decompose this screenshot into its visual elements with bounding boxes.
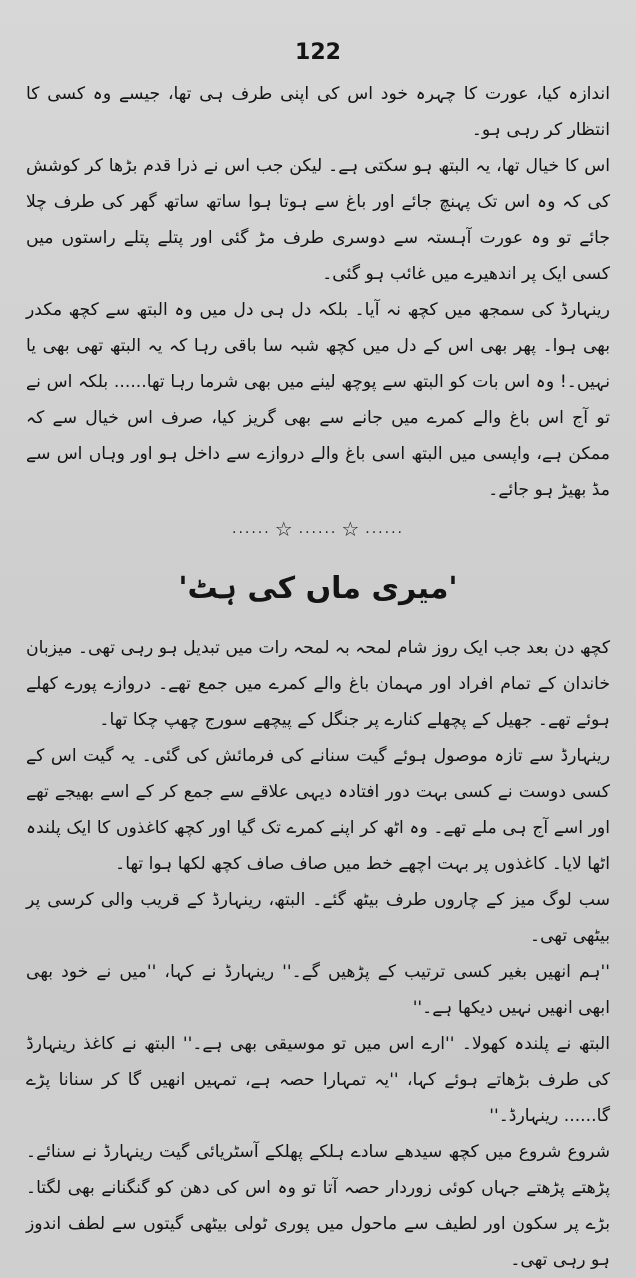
section-divider	[26, 508, 610, 550]
divider-dots: ......	[298, 521, 338, 537]
star-icon: ☆	[274, 517, 295, 541]
paragraph: رینہارڈ کی سمجھ میں کچھ نہ آیا۔ بلکہ دل ہی دل میں وہ البتھ سے کچھ مکدر بھی ہوا۔ پھر بھی اس کے دل میں کچھ شبہ سا باقی رہا کہ یہ البتھ تھی بھی یا نہیں۔! وہ اس بات کو البتھ سے پوچھ لینے میں بھی شرما رہا تھا...... بلکہ اس نے تو آج اس باغ والے کمرے میں جانے سے بھی گریز کیا، صرف اس خیال سے کہ ممکن ہے، واپسی میں البتھ اسی باغ والے دروازے سے داخل ہو اور وہاں اس سے مڈ بھیڑ ہو جائے۔	[26, 300, 610, 500]
top-section	[26, 76, 610, 508]
paragraph: اس کا خیال تھا، یہ البتھ ہو سکتی ہے۔ لیکن جب اس نے ذرا قدم بڑھا کر کوشش کی کہ وہ اس تک پہنچ جائے اور باغ سے ہوتا ہوا ساتھ ساتھ گھر کی طرف چلا جائے تو وہ عورت آہستہ سے دوسری طرف مڑ گئی اور پتلے پتلے راستوں میں کسی ایک پر اندھیرے میں غائب ہو گئی۔	[26, 156, 610, 284]
divider-dots: ......	[365, 521, 404, 537]
bottom-section	[26, 630, 610, 1278]
paragraph: شروع شروع میں کچھ سیدھے سادے ہلکے پھلکے آسٹریائی گیت رینہارڈ نے سنائے۔ پڑھتے پڑھتے جہاں کوئی زوردار حصہ آتا تو وہ اس کی دھن کو گنگنانے بھی لگتا۔ بڑے پر سکون اور لطیف سے ماحول میں پوری ٹولی بیٹھی گیتوں سے لطف اندوز ہو رہی تھی۔	[26, 1142, 610, 1270]
chapter-title: 'میری ماں کی ہٹ'	[178, 571, 458, 606]
paragraph: البتھ نے پلندہ کھولا۔ ''ارے اس میں تو موسیقی بھی ہے۔'' البتھ نے کاغذ رینہارڈ کی طرف بڑھاتے ہوئے کہا، ''یہ تمہارا حصہ ہے، تمہیں انھیں گا کر سنانا پڑے گا...... رینہارڈ۔''	[26, 1034, 610, 1126]
paragraph: اندازہ کیا، عورت کا چہرہ خود اس کی اپنی طرف ہی تھا، جیسے وہ کسی کا انتظار کر رہی ہو۔	[26, 84, 610, 140]
paragraph: ''ہم انھیں بغیر کسی ترتیب کے پڑھیں گے۔'' رینہارڈ نے کہا، ''میں نے خود بھی ابھی انھیں نہیں دیکھا ہے۔''	[26, 962, 610, 1018]
divider-dots: ......	[232, 521, 271, 537]
paragraph: رینہارڈ سے تازہ موصول ہوئے گیت سنانے کی فرمائش کی گئی۔ یہ گیت اس کے کسی دوست نے کسی بہت دور افتادہ دیہی علاقے سے جمع کر کے اسے بھیجے تھے اور اسے آج ہی ملے تھے۔ وہ اٹھ کر اپنے کمرے تک گیا اور کچھ کاغذوں کا ایک پلندہ اٹھا لایا۔ کاغذوں پر بہت اچھے خط میں صاف صاف کچھ لکھا ہوا تھا۔	[26, 746, 610, 874]
star-icon: ☆	[341, 517, 362, 541]
paragraph: کچھ دن بعد جب ایک روز شام لمحہ بہ لمحہ رات میں تبدیل ہو رہی تھی۔ میزبان خاندان کے تمام افراد اور مہمان باغ والے کمرے میں جمع تھے۔ دروازے پورے کھلے ہوئے تھے۔ جھیل کے پچھلے کنارے پر جنگل کے پیچھے سورج چھپ چکا تھا۔	[26, 638, 610, 730]
page-number: 122	[295, 40, 341, 65]
paragraph: سب لوگ میز کے چاروں طرف بیٹھ گئے۔ البتھ، رینہارڈ کے قریب والی کرسی پر بیٹھی تھی۔	[26, 890, 610, 946]
